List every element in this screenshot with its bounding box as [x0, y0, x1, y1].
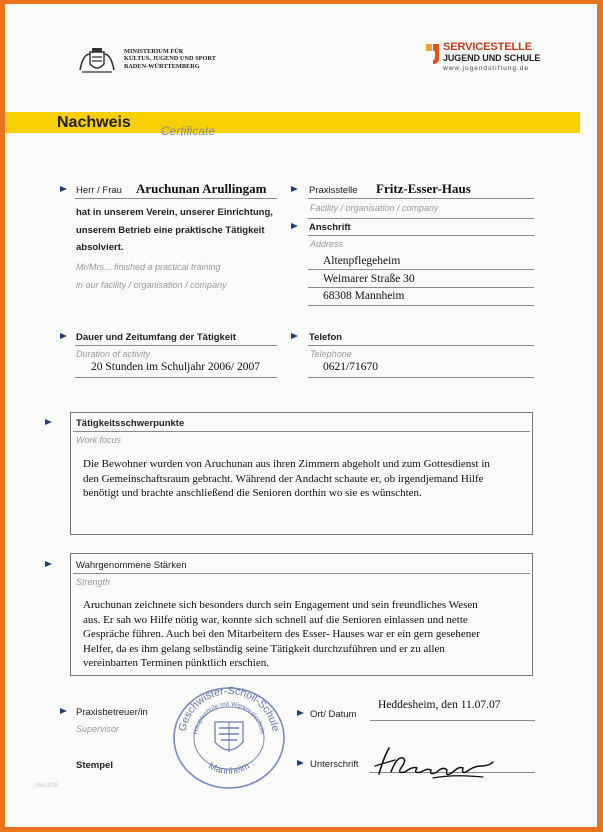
address-block [323, 253, 415, 306]
strength-text [83, 598, 530, 671]
statement-line-3: absolviert. [76, 242, 124, 253]
school-stamp [167, 682, 291, 792]
focus-text [83, 457, 530, 501]
duration-sublabel: Duration of activity [76, 349, 151, 359]
divider [370, 720, 535, 721]
duration-value: 20 Stunden im Schuljahr 2006/ 2007 [91, 361, 260, 373]
focus-sublabel: Work focus [76, 435, 122, 445]
bullet-icon [45, 561, 52, 567]
bullet-icon [45, 419, 52, 425]
person-label: Herr / Frau [76, 185, 122, 196]
divider [75, 345, 277, 346]
divider [308, 345, 534, 346]
bullet-icon [60, 186, 67, 192]
focus-label: Tätigkeitsschwerpunkte [76, 418, 185, 429]
statement-line-1: hat in unserem Verein, unserer Einrichtung, [76, 207, 273, 218]
servicestelle-subtitle: JUGEND UND SCHULE [443, 53, 541, 63]
address-label: Anschrift [309, 222, 351, 233]
ministry-line-3: BADEN-WÜRTTEMBERG [124, 62, 200, 70]
divider [308, 235, 534, 236]
address-sublabel: Address [310, 239, 344, 249]
bullet-icon [291, 186, 298, 192]
bullet-icon [291, 333, 298, 339]
strength-sublabel: Strength [76, 577, 111, 587]
stamp-inner-text: Hauptschule mit Werkrealschule [192, 700, 266, 735]
page-subtitle: Certificate [161, 124, 216, 138]
place-date-label: Ort/ Datum [310, 709, 357, 720]
page-title: Nachweis [57, 114, 131, 131]
servicestelle-logo-icon [426, 43, 441, 65]
supervisor-sublabel: Supervisor [76, 724, 120, 734]
strength-line-5: vereinbarten Terminen pünktlich erschien. [83, 657, 269, 670]
address-line-2: Weimarer Straße 30 [323, 272, 415, 285]
placement-sublabel: Facility / organisation / company [310, 203, 439, 213]
bullet-icon [60, 708, 67, 714]
statement-translation [76, 258, 227, 294]
person-name: Aruchunan Arullingam [136, 181, 267, 196]
stamp-city-text: Mannheim [206, 760, 252, 777]
divider [308, 377, 534, 378]
svg-text:Mannheim [206, 761, 251, 777]
phone-value: 0621/71670 [323, 361, 378, 373]
supervisor-label: Praxisbetreuer/in [76, 707, 148, 718]
ministry-name [124, 48, 216, 70]
ministry-line-1: MINISTERIUM FÜR [124, 48, 184, 55]
certificate-page [5, 4, 597, 827]
bullet-icon [297, 760, 304, 766]
focus-line-3: benötigt und brachte anschließend die Senioren dorthin wo sie es wünschten. [83, 487, 422, 500]
strength-line-3: Gespräche führen. Auch bei den Mitarbeitern des Esser- Hauses war er ein gern gesehener [83, 628, 480, 641]
placement-name: Fritz-Esser-Haus [376, 181, 471, 196]
divider [73, 431, 530, 432]
divider [308, 305, 534, 306]
stamp-ring-text: Geschwister-Scholl-Schule [176, 684, 282, 733]
stamp-label: Stempel [76, 760, 113, 771]
divider [75, 198, 277, 199]
ministry-line-2: KULTUS, JUGEND UND SPORT [124, 55, 216, 63]
ministry-coat-of-arms-icon [77, 48, 117, 74]
divider [73, 573, 530, 574]
strength-label: Wahrgenommene Stärken [76, 560, 187, 571]
bullet-icon [297, 710, 304, 716]
translation-line-2: in our facility / organisation / company [76, 280, 227, 290]
divider [308, 269, 534, 270]
statement-line-2: unserem Betrieb eine praktische Tätigkeit [76, 224, 265, 236]
handwritten-signature [373, 744, 503, 784]
address-line-3: 68308 Mannheim [323, 290, 405, 302]
phone-label: Telefon [309, 332, 343, 343]
divider [308, 287, 534, 288]
place-date-value: Heddesheim, den 11.07.07 [378, 699, 501, 711]
placement-label: Praxisstelle [309, 185, 358, 196]
address-line-1: Altenpflegeheim [323, 255, 401, 267]
translation-line-1: Mr/Mrs... finished a practical training [76, 262, 221, 272]
divider [75, 377, 277, 378]
signature-label: Unterschrift [310, 759, 359, 770]
phone-sublabel: Telephone [310, 349, 352, 359]
bullet-icon [291, 223, 298, 229]
divider [308, 198, 534, 199]
divider [308, 218, 534, 219]
servicestelle-title: SERVICESTELLE [443, 41, 532, 53]
strength-line-2: aus. Er sah wo Hilfe nötig war, konnte sich schnell auf die Senioren einlassen und nette [83, 613, 468, 626]
strength-line-4: Helfer, da es ihm gelang selbständig seine Tätigkeit durchzuführen und er zu allen [83, 642, 445, 655]
activity-statement [76, 204, 273, 257]
duration-label: Dauer und Zeitumfang der Tätigkeit [76, 332, 236, 343]
stamp-shield-icon [215, 722, 243, 752]
strength-line-1: Aruchunan zeichnete sich besonders durch sein Engagement und sein freundliches Wesen [83, 599, 478, 611]
footer-code: 05/2005 [35, 782, 59, 789]
focus-line-2: den Gemeinschaftsraum gebracht. Während der Andacht schaute er, ob irgendjemand Hilfe [83, 472, 484, 485]
focus-line-1: Die Bewohner wurden von Aruchunan aus ihren Zimmern abgeholt und zum Gottesdienst in [83, 458, 490, 470]
servicestelle-url: www.jugendstiftung.de [443, 65, 530, 72]
bullet-icon [60, 333, 67, 339]
